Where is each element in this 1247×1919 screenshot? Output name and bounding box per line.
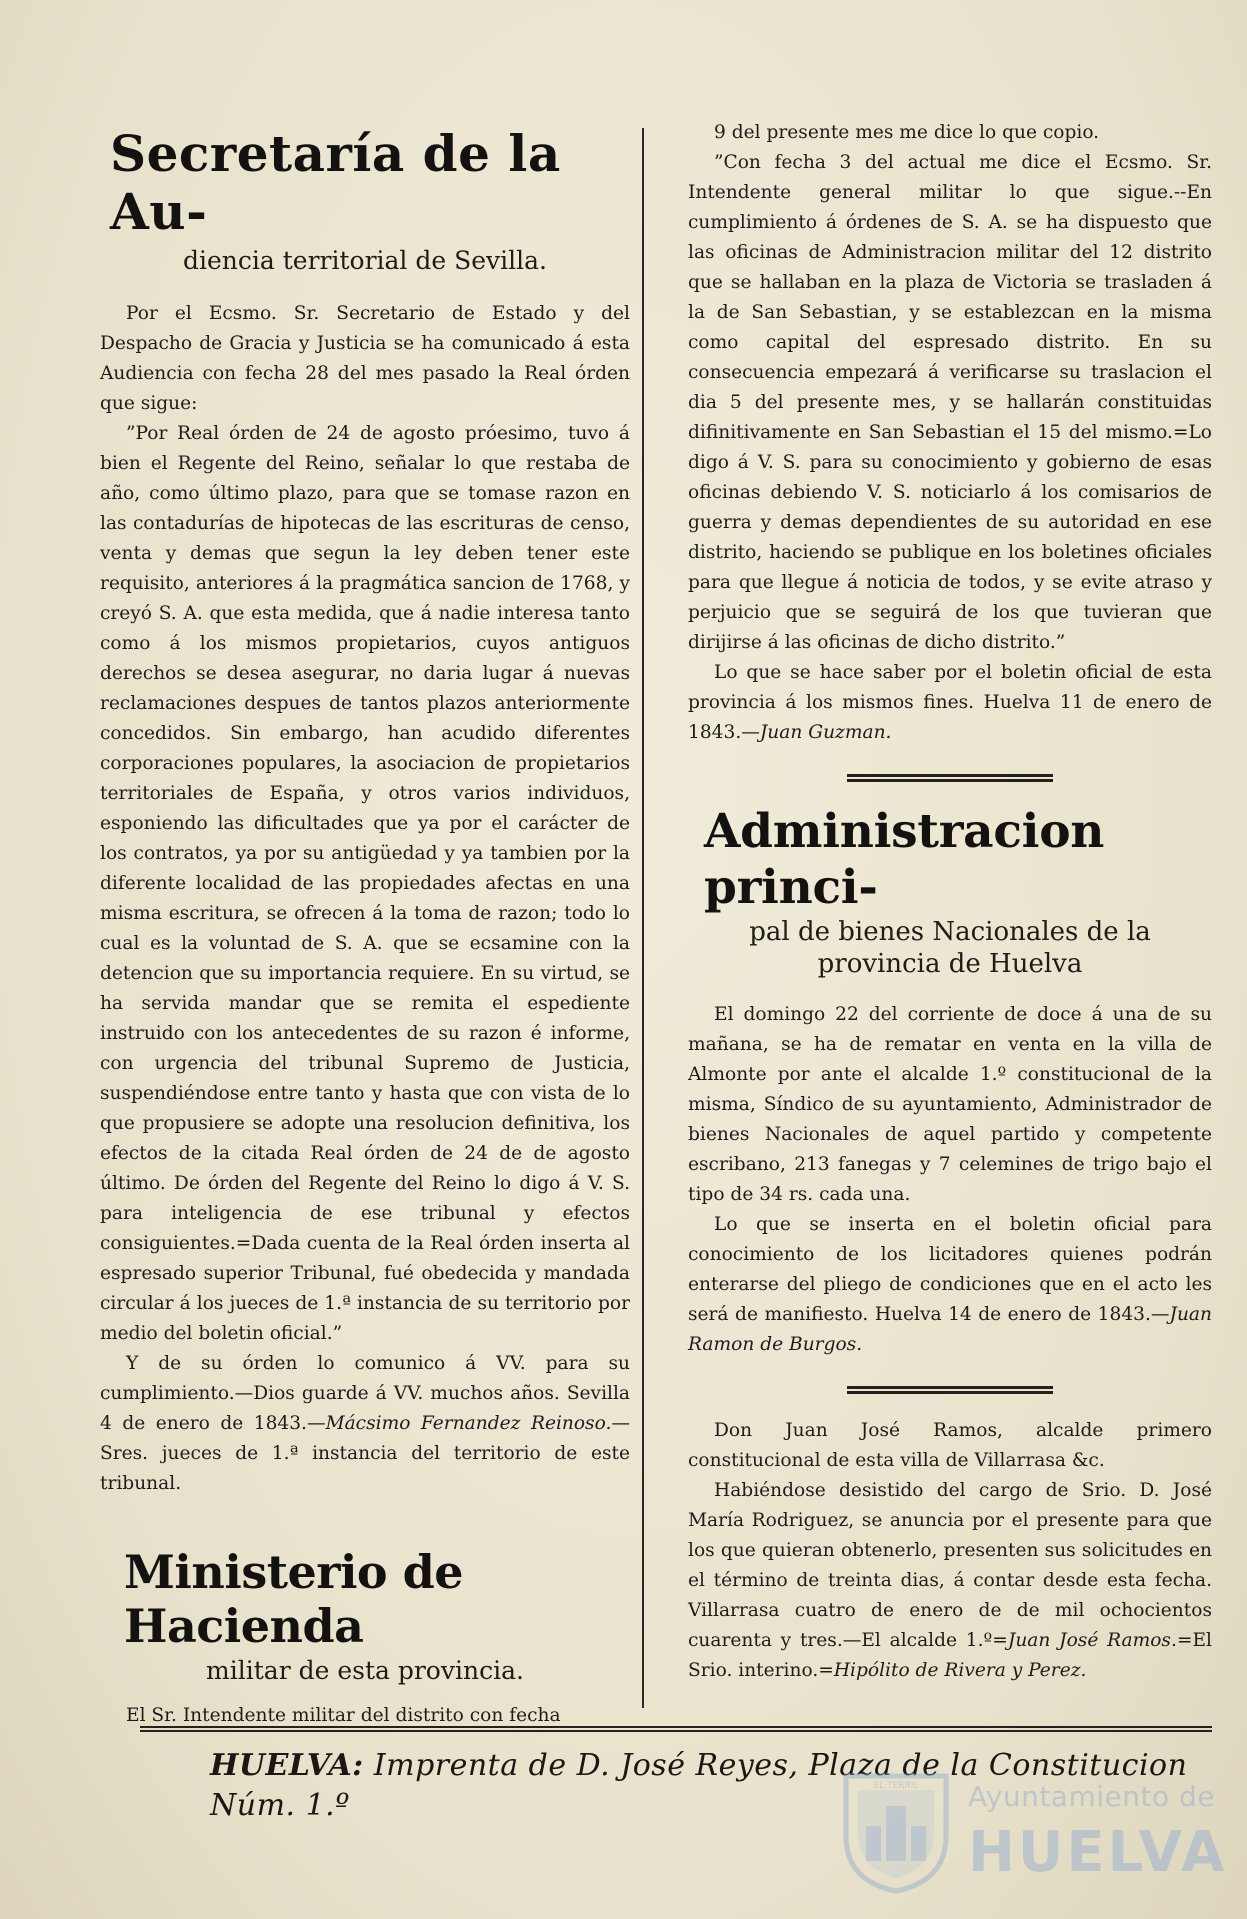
paragraph-closing [100,1349,630,1499]
paragraph-closing [688,1210,1212,1360]
section-divider [847,1386,1053,1394]
imprint-text: Imprenta de D. José Reyes, Plaza de la Constitucion Núm. 1.º [210,1748,1188,1823]
footer-rule [140,1726,1212,1732]
section-subtitle-audiencia: diencia territorial de Sevilla. [182,246,547,275]
section-subtitle-hacienda: militar de esta provincia. [206,1656,524,1685]
text: Y de su órden lo comunico á VV. para su cumplimiento.—Dios guarde á VV. muchos años. Sevilla 4 de enero de 1843.— [100,1353,630,1434]
section-divider [847,774,1053,782]
left-column [100,115,630,1731]
signature: Juan José Ramos. [1007,1630,1177,1651]
section-title-hacienda: Ministerio de Hacienda [124,1545,464,1653]
section-title-audiencia: Secretaría de la Au- [110,124,561,241]
paragraph-closing [688,658,1212,748]
imprint-city: HUELVA: [210,1748,364,1783]
column-divider [642,128,644,1708]
paragraph: 9 del presente mes me dice lo que copio. [714,122,1100,143]
right-column [688,118,1212,1686]
signature: Hipólito de Rivera y Perez. [833,1660,1087,1681]
paragraph-intendente-general: ”Con fecha 3 del actual me dice el Ecsmo. Sr. Intendente general militar lo que sigue.--En cumplimiento á órdenes de S. A. se ha dispuesto que las oficinas de Administracion militar del 12 distrito que se hallaban en la plaza de Victoria se trasladen á la de San Sebastian, y se establezcan en la misma como capital del espresado distrito. En su consecuencia empezará á verificarse su traslacion el dia 5 del presente mes, y se hallarán constituidas difinitivamente en San Sebastian el 15 del mismo.=Lo digo á V. S. para su conocimiento y gobierno de esas oficinas debiendo V. S. noticiarlo á los comisarios de guerra y demas dependientes de su autoridad en ese distrito, haciendo se publique en los boletines oficiales para que llegue á noticia de todos, y se evite atraso y perjuicio que se seguirá de los que tuvieran que dirijirse á las oficinas de dicho distrito.” [688,152,1212,653]
text: Habiéndose desistido del cargo de Srio. D. José María Rodriguez, se anuncia por el presente para que los que quieran obtenerlo, presenten sus solicitudes en el término de treinta dias, á contar desde esta fecha. Villarrasa cuatro de enero de de mil ochocientos cuarenta y tres.—El alcalde 1.º= [688,1480,1212,1651]
paragraph-alcalde: Don Juan José Ramos, alcalde primero constitucional de esta villa de Villarrasa &c. [688,1420,1212,1471]
text: Lo que se inserta en el boletin oficial para conocimiento de los licitadores quienes podrán enterarse del pliego de condiciones que en el acto les será de manifiesto. Huelva 14 de enero de 1843.— [688,1214,1212,1325]
coat-of-arms-icon [836,1766,956,1896]
signature: Juan Guzman. [759,722,892,743]
signature: Mácsimo Fernandez Reinoso. [325,1413,612,1434]
signature: Juan Ramon de Burgos. [688,1304,1212,1355]
section-title-administracion: Administracion princi- [704,804,1105,915]
watermark-line1: Ayuntamiento de [968,1780,1215,1813]
paragraph-remate: El domingo 22 del corriente de doce á una de su mañana, se ha de rematar en venta en la villa de Almonte por ante el alcalde 1.º constitucional de la misma, Síndico de su ayuntamiento, Administrador de bienes Nacionales de aquel partido y competente escribano, 213 fanegas y 7 celemines de trigo bajo el tipo de 34 rs. cada una. [688,1004,1212,1205]
text: =El Srio. interino.= [688,1630,1212,1681]
paragraph: Por el Ecsmo. Sr. Secretario de Estado y del Despacho de Gracia y Justicia se ha comunicado á esta Audiencia con fecha 28 del mes pasado la Real órden que sigue: [100,303,630,414]
watermark-line2: HUELVA [968,1820,1228,1885]
text: Lo que se hace saber por el boletin oficial de esta provincia á los mismos fines. Huelva 11 de enero de 1843.— [688,662,1212,743]
paragraph-intendente: El Sr. Intendente militar del distrito con fecha [126,1705,561,1726]
paragraph-real-orden: ”Por Real órden de 24 de agosto próesimo, tuvo á bien el Regente del Reino, señalar lo que restaba de año, como último plazo, para que se tomase razon en las contadurías de hipotecas de las escrituras de censo, venta y demas que segun la ley deben tener este requisito, anteriores á la pragmática sancion de 1768, y creyó S. A. que esta medida, que á nadie interesa tanto como á los mismos propietarios, cuyos antiguos derechos se desea asegurar, no daria lugar á nuevas reclamaciones despues de tantos plazos anteriormente concedidos. Sin embargo, han acudido diferentes corporaciones populares, la asociacion de propietarios territoriales de España, y otros varios individuos, esponiendo las dificultades que ya por el carácter de los contratos, ya por su antigüedad y ya tambien por la diferente localidad de las propiedades afectas en una misma escritura, se ofrecen á la toma de razon; todo lo cual es la voluntad de S. A. que se ecsamine con la detencion que su importancia requiere. En su virtud, se ha servida mandar que se remita el espediente instruido con los antecedentes de su razon é informe, con urgencia del tribunal Supremo de Justicia, suspendiéndose entre tanto y hasta que con vista de lo que propusiere se adopte una resolucion definitiva, los efectos de la citada Real órden de 24 de de agosto último. De órden del Regente del Reino lo digo á V. S. para inteligencia de ese tribunal y efectos consiguientes.=Dada cuenta de la Real órden inserta al espresado superior Tribunal, fué obedecida y mandada circular á los jueces de 1.ª instancia de su territorio por medio del boletin oficial.” [100,423,630,1344]
shield-text: EL TERRIL [873,1781,919,1791]
watermark [828,1760,1228,1910]
paragraph-anuncio [688,1476,1212,1686]
section-subtitle-administracion: pal de bienes Nacionales de la provincia de Huelva [749,917,1151,979]
text: —Sres. jueces de 1.ª instancia del territorio de este tribunal. [100,1413,630,1494]
